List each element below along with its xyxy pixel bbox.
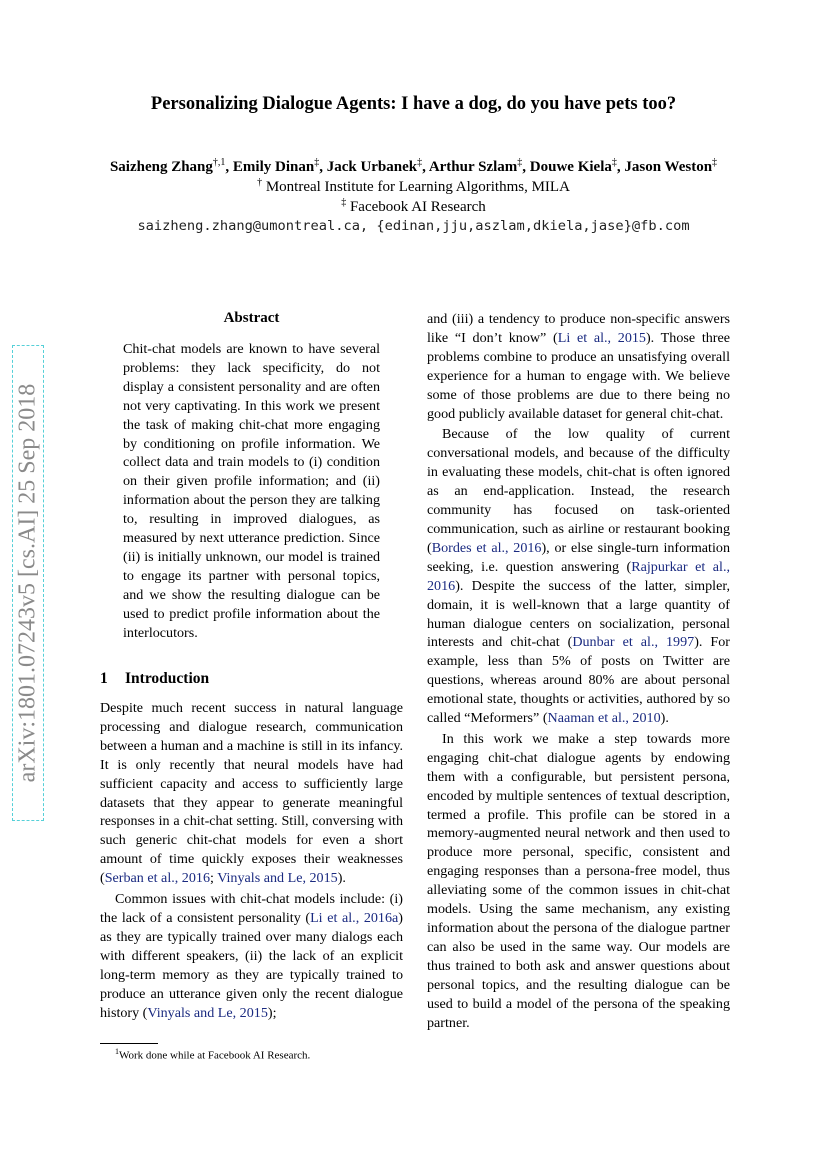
citation-link[interactable]: Li et al., 2016a [310, 909, 399, 926]
affiliation-mila: † Montreal Institute for Learning Algorithms, MILA [257, 177, 570, 195]
author-affil-mark: ‡ [417, 157, 423, 168]
paper-title: Personalizing Dialogue Agents: I have a dog, do you have pets too? [150, 94, 677, 114]
section-title: Introduction [125, 670, 210, 687]
author-affil-mark: ‡ [517, 157, 523, 168]
author-name: Jack Urbanek [326, 159, 418, 175]
author-name: Emily Dinan [232, 159, 315, 175]
right-column-body [427, 310, 730, 1032]
citation-link[interactable]: Serban et al., 2016 [104, 870, 210, 887]
footnote-mark: 1 [115, 1047, 119, 1056]
footnote: $^1$Work done while at Facebook AI Research. [115, 1047, 311, 1062]
affiliation-fair: ‡ Facebook AI Research [341, 197, 486, 215]
paragraph: Because of the low quality of current conversational models, and because of the difficulty in evaluating these models, chit-chat is often ignored as an end-application. Instead, the research community has focused on task-oriented communication, such as airline or restaurant booking (Bordes et al., 2016), or else single-turn information seeking, i.e. question answering (Rajpurkar et al., 2016). Despite the success of the latter, simpler, domain, it is well-known that a large quantity of human dialogue centers on socialization, personal interests and chit-chat (Dunbar et al., 1997). For example, less than 5% of posts on Twitter are questions, whereas around 80% are about personal emotional state, thoughts or activities, authored by so called “Meformers” (Naaman et al., 2010). [427, 426, 731, 727]
footnote-rule [100, 1043, 158, 1044]
author-list: Saizheng Zhang$^{\dagger,1}$, Emily Dinan‡, Jack Urbanek‡, Arthur Szlam‡, Douwe Kiela‡, Jason Weston‡ [109, 157, 718, 175]
citation-link[interactable]: Vinyals and Le, 2015 [147, 1004, 268, 1021]
citation-link[interactable]: Rajpurkar et al., 2016 [427, 558, 731, 594]
abstract-text: Chit-chat models are known to have several problems: they lack specificity, do not display a consistent personality and are often not very captivating. In this work we present the task of making chit-chat more engaging by conditioning on profile information. We collect data and train models to (i) condition on their given profile information; and (ii) information about the person they are talking to, resulting in improved dialogues, as measured by next utterance prediction. Since (ii) is initially unknown, our model is trained to engage its partner with personal topics, and we show the resulting dialogue can be used to predict profile information about the interlocutors. [123, 341, 380, 641]
author-affil-mark: ‡ [712, 157, 718, 168]
paragraph: Despite much recent success in natural language processing and dialogue research, communication between a human and a machine is still in its infancy. It is only recently that neural models have had sufficient capacity and access to sufficiently large datasets that they appear to generate meaningful responses in a chit-chat setting. Still, conversing with such generic chit-chat models for even a short amount of time quickly exposes their weaknesses (Serban et al., 2016; Vinyals and Le, 2015). [100, 700, 403, 887]
paragraph: Common issues with chit-chat models include: (i) the lack of a consistent personality (Li et al., 2016a) as they are typically trained over many dialogs each with different speakers, (ii) the lack of an explicit long-term memory as they are typically trained to produce an utterance given only the recent dialogue history (Vinyals and Le, 2015); [100, 891, 403, 1021]
citation-link[interactable]: Naaman et al., 2010 [547, 710, 661, 727]
author-name: Jason Weston [624, 159, 713, 175]
section-heading [100, 670, 403, 688]
author-emails: saizheng.zhang@umontreal.ca, {edinan,jju,aszlam,dkiela,jase}@fb.com [137, 218, 690, 234]
citation-link[interactable]: Dunbar et al., 1997 [572, 634, 695, 651]
author-affil-mark: ‡ [314, 157, 320, 168]
author-affil-mark: †,1 [212, 157, 226, 168]
section-number: 1 [100, 670, 108, 687]
arxiv-stamp[interactable] [12, 345, 44, 821]
arxiv-id: arXiv:1801.07243v5 [cs.AI] 25 Sep 2018 [14, 383, 41, 783]
author-name: Douwe Kiela [529, 159, 612, 175]
author-affil-mark: ‡ [611, 157, 617, 168]
author-name: Arthur Szlam [428, 159, 518, 175]
citation-link[interactable]: Li et al., 2015 [557, 329, 646, 346]
paragraph: and (iii) a tendency to produce non-specific answers like “I don’t know” (Li et al., 2015). Those three problems combine to produce an unsatisfying overall experience for a human to engage with. We believe some of those problems are due to there being no good publicly available dataset for general chit-chat. [427, 311, 730, 422]
author-name: Saizheng Zhang [109, 159, 213, 175]
paragraph: In this work we make a step towards more engaging chit-chat dialogue agents by endowing them with a configurable, but persistent persona, encoded by multiple sentences of textual description, termed a profile. This profile can be stored in a memory-augmented neural network and then used to produce more personal, specific, consistent and engaging responses than a persona-free model, thus alleviating some of the common issues in chit-chat models. Using the same mechanism, any existing information about the persona of the dialogue partner can also be used in the same way. Our models are thus trained to both ask and answer questions about personal topics, and the resulting dialogue can be used to build a model of the persona of the speaking partner. [427, 730, 730, 1031]
citation-link[interactable]: Vinyals and Le, 2015 [217, 870, 338, 887]
abstract-heading: Abstract [223, 310, 280, 326]
left-column-body [100, 699, 403, 1022]
citation-link[interactable]: Bordes et al., 2016 [431, 539, 542, 556]
